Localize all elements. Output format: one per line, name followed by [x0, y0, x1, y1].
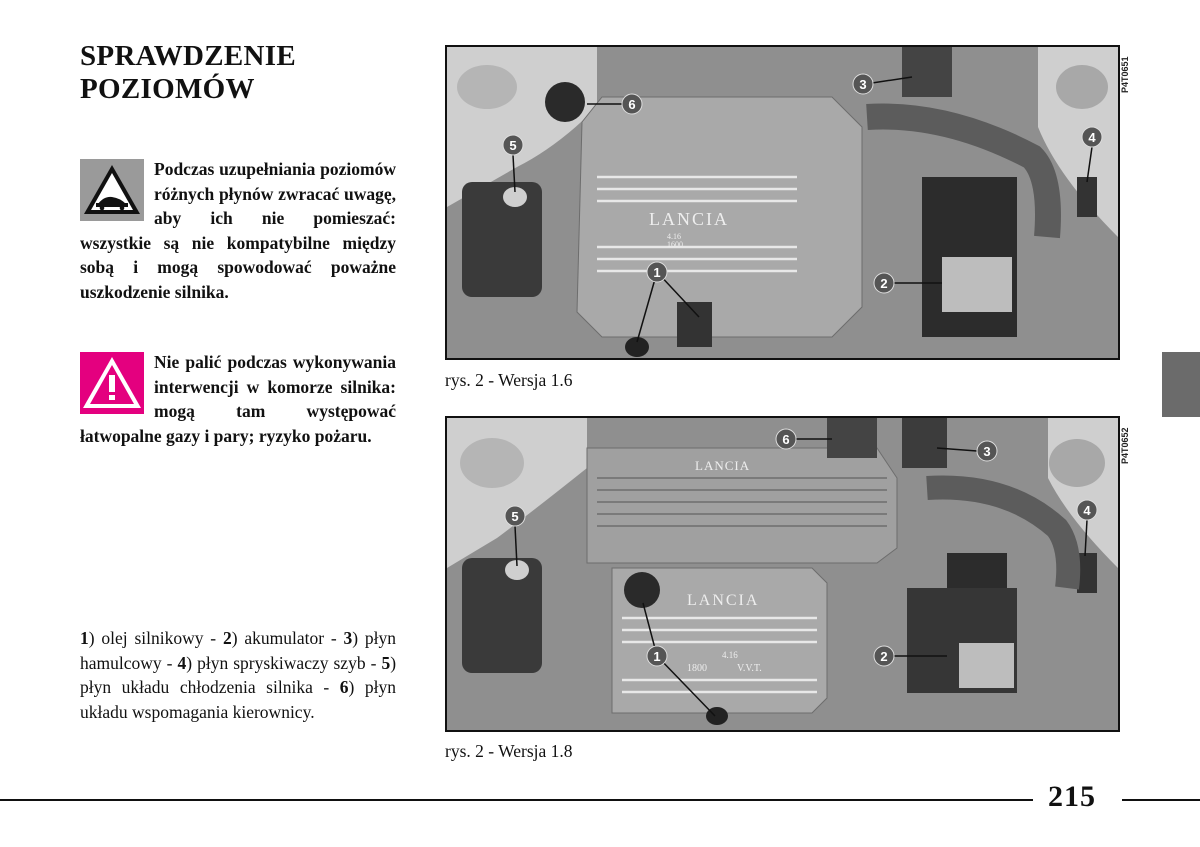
legend-text: akumulator [244, 628, 325, 648]
warning-no-smoking [80, 350, 396, 448]
footer-rule-left [0, 799, 1033, 801]
engine-bay-photo-1-8 [445, 416, 1120, 732]
title-line-2: POZIOMÓW [80, 73, 255, 105]
legend-text: olej silnikowy [101, 628, 204, 648]
legend-num: 3 [343, 628, 353, 648]
warning-text-2: Nie palić podczas wykonywania interwencji w komorze silnika: mogą tam występować łatwopalne gazy i pary; ryzyko pożaru. [80, 352, 396, 446]
page-number: 215 [1048, 780, 1096, 813]
cover-spec-1a: 4.16 [667, 232, 681, 241]
cover-brand-2b: LANCIA [687, 592, 760, 609]
callout-2: 2 [880, 276, 888, 291]
warning-fluids-mixing [80, 157, 396, 304]
legend-num: 1 [80, 628, 89, 648]
car-skid-warning-icon [80, 159, 144, 221]
legend-text: płyn układu chłodzenia silnika [80, 677, 313, 697]
legend-num: 2 [222, 628, 232, 648]
warning-text-1: Podczas uzupełniania poziomów różnych płynów zwracać uwagę, aby ich nie pomieszać: wszystkie są nie kompatybilne między sobą i mogą spowodować poważne uszkodzenie silnika. [80, 159, 396, 302]
legend-num: 5 [381, 652, 391, 673]
engine-bay-photo-1-6 [445, 45, 1120, 360]
callout-5b: 5 [511, 509, 519, 524]
page-title [80, 40, 296, 106]
callout-1: 1 [653, 265, 661, 280]
section-tab [1162, 352, 1200, 417]
cover-brand-2a: LANCIA [695, 458, 751, 473]
callout-3: 3 [859, 77, 867, 92]
cover-spec-2a: 4.16 [722, 650, 738, 660]
legend-num: 4 [177, 652, 187, 673]
cover-brand-1: LANCIA [649, 209, 729, 229]
callout-4b: 4 [1083, 503, 1091, 518]
caption-figure-2: rys. 2 - Wersja 1.8 [445, 741, 573, 761]
legend-text: płyn hamulcowy [80, 628, 396, 673]
callout-5: 5 [509, 138, 517, 153]
cover-spec-2c: V.V.T. [737, 663, 762, 674]
callout-6b: 6 [782, 432, 790, 447]
photo-code-1: P4T0651 [1120, 56, 1130, 94]
footer-rule-right [1122, 799, 1200, 801]
callout-3b: 3 [983, 444, 991, 459]
legend-num: 6 [339, 677, 349, 697]
title-line-1: SPRAWDZENIE [80, 40, 297, 72]
callout-4: 4 [1088, 130, 1096, 145]
cover-spec-2b: 1800 [687, 663, 707, 674]
cover-spec-1b: 1600 [667, 240, 683, 249]
exclamation-triangle-icon [80, 352, 144, 414]
callout-2b: 2 [880, 649, 888, 664]
callout-6: 6 [628, 97, 636, 112]
photo-code-2: P4T0652 [1120, 427, 1130, 465]
figure-legend: 1) olej silnikowy - 2) akumulator - 3) płyn hamulcowy - 4) płyn spryskiwaczy szyb - 5) płyn układu chłodzenia silnika - 6) płyn układu wspomagania kierownicy. [80, 628, 397, 722]
legend-text: płyn układu wspomagania kierownicy. [80, 677, 397, 722]
callout-1b: 1 [653, 649, 661, 664]
legend-text: płyn spryskiwaczy szyb [197, 652, 366, 673]
caption-figure-1: rys. 2 - Wersja 1.6 [445, 370, 573, 390]
